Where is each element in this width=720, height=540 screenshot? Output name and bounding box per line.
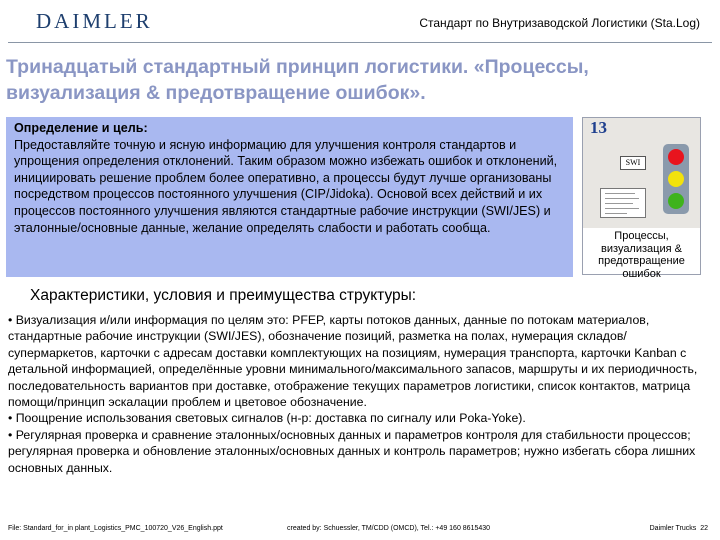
document-icon [600, 188, 646, 218]
traffic-light-icon [663, 144, 689, 214]
daimler-logo: DAIMLER [36, 9, 153, 33]
footer-file: File: Standard_for_in plant_Logistics_PMC_100720_V26_English.ppt [8, 525, 223, 532]
swi-sign: SWI [620, 156, 646, 170]
footer-author: created by: Schuessler, TM/CDD (OMCD), Tel.: +49 160 8615430 [287, 525, 491, 532]
bullet-item: • Регулярная проверка и сравнение эталонных/основных данных и параметров контроля для стабильности процессов; регулярная проверка и обновление эталонных/основных данных и контроль параметров; нужно избегать сбора лишних основных данных. [8, 427, 696, 475]
definition-text: Предоставляйте точную и ясную информацию для улучшения контроля стандартов и упрощения определения отклонений. Таким образом можно избежать ошибок и отклонений, инициировать решение проблем более оперативно, а процессы будут лучше организованы посредством процессов постоянного улучшения (CIP/Jidoka). Основой всех действий и их процессов постоянного улучшения являются стандартные рабочие инструкции (SWI/JES) и эталонные/основные данные, желание определять слабости и работать сообща. [14, 137, 558, 235]
section-body [8, 312, 708, 476]
principle-caption: Процессы, визуализация & предотвращение ошибок [598, 230, 685, 280]
slide-title: Тринадцатый стандартный принцип логистики. «Процессы, визуализация & предотвращение ошибок». [6, 56, 589, 104]
green-lamp-icon [668, 193, 684, 209]
principle-illustration [583, 118, 700, 228]
header-divider [8, 42, 712, 43]
definition-box [6, 117, 573, 277]
footer-brand-name: Daimler Trucks [649, 525, 697, 532]
bullet-item: • Поощрение использования световых сигналов (н-р: доставка по сигналу или Poka-Yoke). [8, 411, 526, 426]
section-heading: Характеристики, условия и преимущества структуры: [30, 287, 417, 304]
footer-brand [650, 525, 708, 532]
principle-card [582, 117, 701, 280]
principle-number: 13 [590, 118, 607, 137]
header-title: Стандарт по Внутризаводской Логистики (Sta.Log) [419, 16, 700, 30]
red-lamp-icon [668, 149, 684, 165]
bullet-item: • Визуализация и/или информация по целям это: PFEP, карты потоков данных, данные по потокам материалов, стандартные рабочие инструкции (SWI/JES), обозначение позиций, разметка на полах, нумерация складов/супермаркетов, карточки с адресам доставки комплектующих на позициям, нумерация транспорта, карточки Kanban с детальной информацией, определённые уровни минимального/максимального запасов, маршруты и их периодичность, последовательность вариантов при доставке, отображение текущих параметров логистики, список контактов, матрица помощи/принцип эскалации проблем и цветовое обозначение. [8, 313, 698, 410]
page-number: 22 [700, 525, 708, 532]
yellow-lamp-icon [668, 171, 684, 187]
definition-heading: Определение и цель: [14, 121, 148, 135]
